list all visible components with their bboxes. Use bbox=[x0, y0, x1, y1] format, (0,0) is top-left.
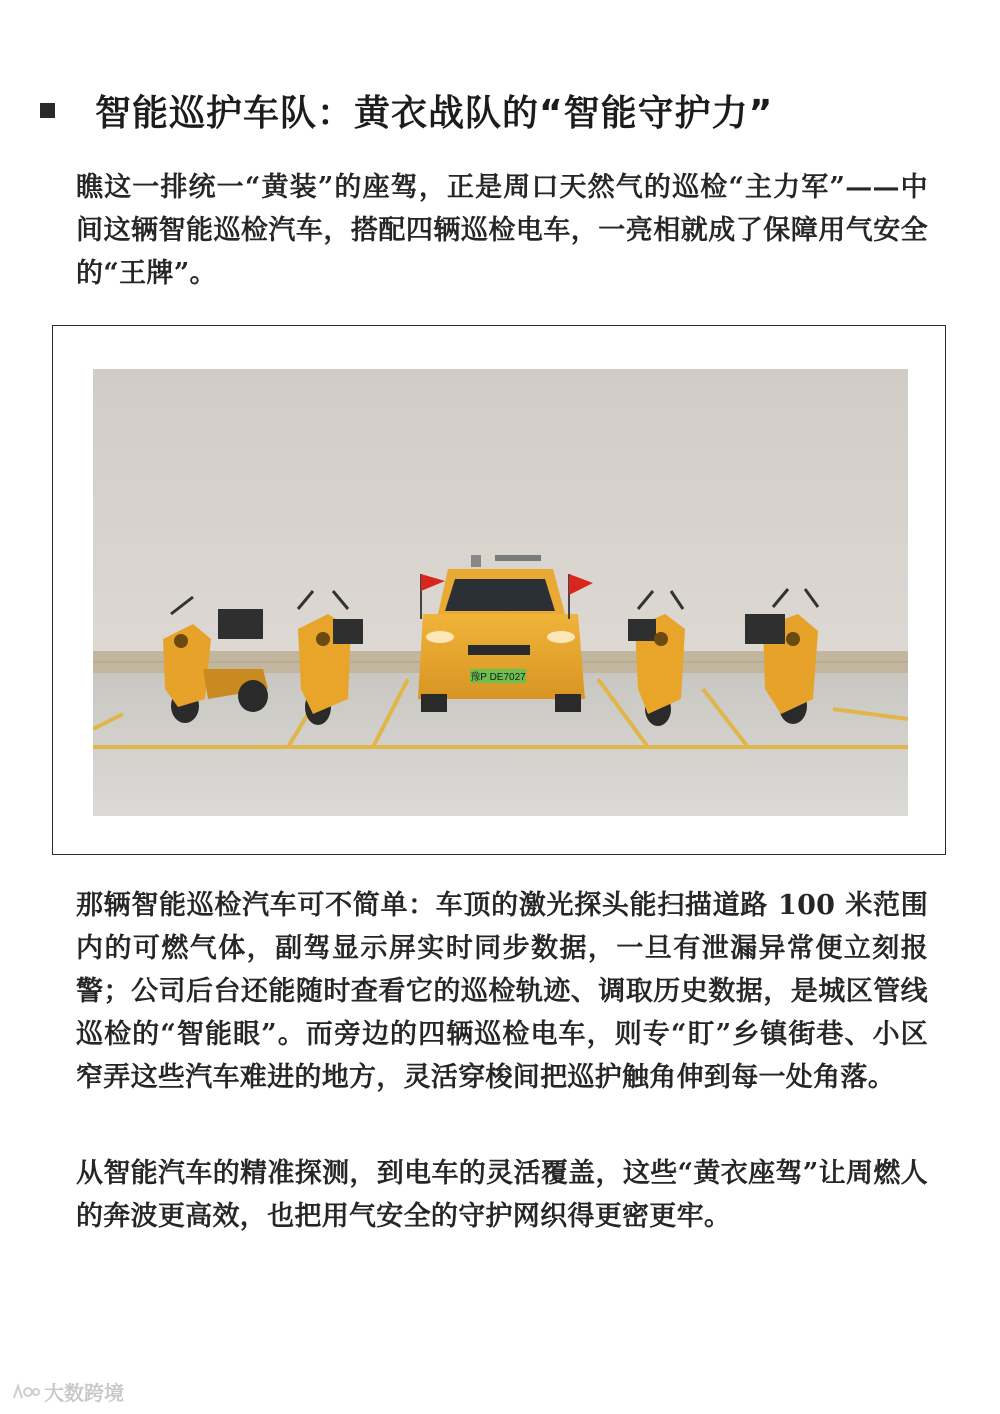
watermark bbox=[10, 1377, 124, 1406]
patrol-fleet-photo bbox=[93, 369, 908, 816]
detail-paragraph: 那辆智能巡检汽车可不简单：车顶的激光探头能扫描道路 100 米范围内的可燃气体，副驾显示屏实时同步数据，一旦有泄漏异常便立刻报警；公司后台还能随时查看它的巡检轨迹、调取历史数据，是城区管线巡检的“智能眼”。而旁边的四辆巡检电车，则专“盯”乡镇街巷、小区窄弄这些汽车难进的地方，灵活穿梭间把巡护触角伸到每一处角落。 bbox=[76, 890, 928, 1093]
intro-paragraph: 瞧这一排统一“黄装”的座驾，正是周口天然气的巡检“主力军”——中间这辆智能巡检汽车，搭配四辆巡检电车，一亮相就成了保障用气安全的“王牌”。 bbox=[76, 172, 928, 289]
photo-frame bbox=[52, 325, 946, 855]
license-plate: 豫P DE7027 bbox=[470, 672, 526, 683]
heading-title: 智能巡护车队：黄衣战队的“智能守护力” bbox=[95, 92, 774, 134]
square-bullet-icon bbox=[40, 103, 55, 118]
section-heading bbox=[40, 82, 940, 138]
watermark-text: 大数跨境 bbox=[44, 1381, 124, 1405]
watermark-logo-icon bbox=[10, 1382, 40, 1402]
closing-paragraph: 从智能汽车的精准探测，到电车的灵活覆盖，这些“黄衣座驾”让周燃人的奔波更高效，也把用气安全的守护网织得更密更牢。 bbox=[76, 1158, 928, 1232]
